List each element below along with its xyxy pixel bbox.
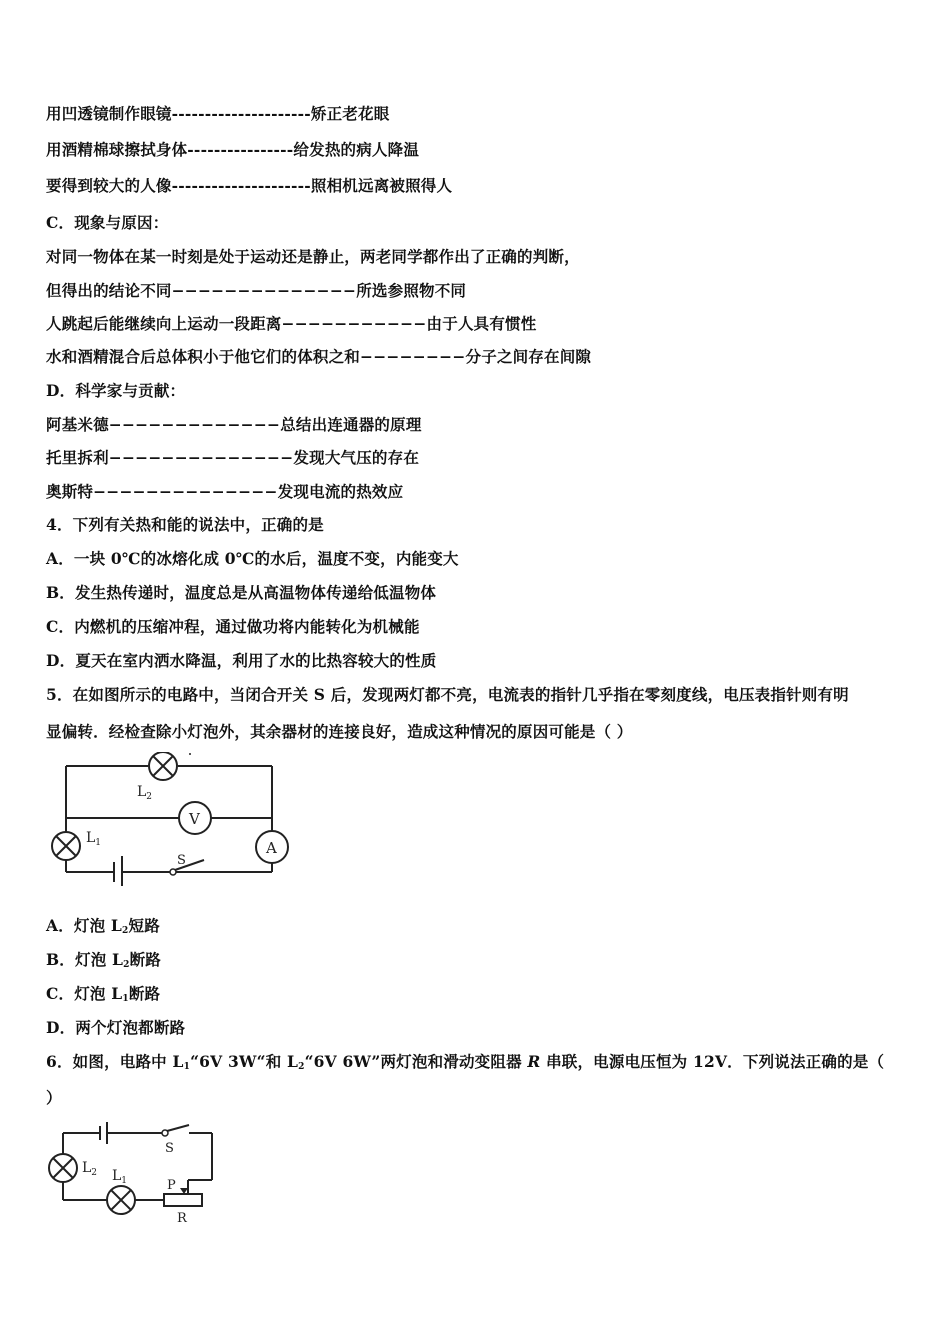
label-r: R xyxy=(177,1211,187,1226)
q5-option-a: A．灯泡 $L_2$短路 xyxy=(46,916,160,936)
question-5-stem-line1: 5．在如图所示的电路中，当闭合开关 S 后，发现两灯都不亮，电流表的指针几乎指在零刻度线，电压表指针则有明 xyxy=(46,685,849,704)
label-l2: $L_2$ xyxy=(137,784,153,802)
battery-icon xyxy=(114,856,122,886)
ammeter-icon xyxy=(256,831,288,863)
text-line: 奥斯特−−−−−−−−−−−−−−发现电流的热效应 xyxy=(46,482,404,501)
voltmeter-icon xyxy=(179,802,211,834)
question-6-stem: 6．如图，电路中 $L_1“6V$ 3W“和 $L_2“6V$ 6W”两灯泡和滑动变阻器 R 串联，电源电压恒为 12V．下列说法正确的是（ xyxy=(46,1052,885,1072)
lamp-l2-icon xyxy=(149,752,177,780)
text-line: 托里拆利−−−−−−−−−−−−−−发现大气压的存在 xyxy=(46,448,420,467)
q5-option-b: B．灯泡 $L_2$断路 xyxy=(46,950,161,970)
svg-text:A: A xyxy=(266,839,277,857)
lamp-l2-icon xyxy=(49,1154,77,1182)
question-4-stem: 4．下列有关热和能的说法中，正确的是 xyxy=(46,515,324,534)
label-s: S xyxy=(177,853,186,868)
dot-mark xyxy=(189,753,191,755)
question-5-stem-line2: 显偏转．经检查除小灯泡外，其余器材的连接良好，造成这种情况的原因可能是（ ） xyxy=(46,722,633,741)
label-l1: $L_1$ xyxy=(112,1168,128,1186)
q4-option-c: C．内燃机的压缩冲程，通过做功将内能转化为机械能 xyxy=(46,617,420,636)
label-l2: $L_2$ xyxy=(82,1160,98,1178)
battery-icon xyxy=(100,1122,107,1144)
q4-option-b: B．发生热传递时，温度总是从高温物体传递给低温物体 xyxy=(46,583,437,602)
q5-option-d: D．两个灯泡都断路 xyxy=(46,1018,186,1037)
text-line: 对同一物体在某一时刻是处于运动还是静止，两老同学都作出了正确的判断， xyxy=(46,247,580,266)
section-heading: D．科学家与贡献： xyxy=(46,381,186,400)
q4-option-a: A．一块 0℃的冰熔化成 0℃的水后，温度不变，内能变大 xyxy=(46,549,459,568)
switch-icon xyxy=(162,1125,189,1136)
label-p: P xyxy=(167,1178,176,1193)
svg-text:V: V xyxy=(189,810,200,828)
q5-circuit-diagram xyxy=(44,752,304,887)
q4-option-d: D．夏天在室内洒水降温，利用了水的比热容较大的性质 xyxy=(46,651,437,670)
label-l1: $L_1$ xyxy=(86,830,102,848)
label-s: S xyxy=(165,1141,174,1156)
text-line: 用凹透镜制作眼镜---------------------矫正老花眼 xyxy=(46,104,390,123)
text-line: 但得出的结论不同−−−−−−−−−−−−−−所选参照物不同 xyxy=(46,281,467,300)
text-line: 人跳起后能继续向上运动一段距离−−−−−−−−−−−由于人具有惯性 xyxy=(46,314,537,333)
text-line: 水和酒精混合后总体积小于他它们的体积之和−−−−−−−−分子之间存在间隙 xyxy=(46,347,592,366)
text-line: 用酒精棉球擦拭身体----------------给发热的病人降温 xyxy=(46,140,420,159)
q5-option-c: C．灯泡 $L_1$断路 xyxy=(46,984,161,1004)
section-heading: C．现象与原因： xyxy=(46,213,169,232)
lamp-l1-icon xyxy=(107,1186,135,1214)
text-line: 要得到较大的人像---------------------照相机远离被照得人 xyxy=(46,176,453,195)
q6-circuit-diagram xyxy=(44,1118,224,1230)
lamp-l1-icon xyxy=(52,832,80,860)
question-6-stem-close: ） xyxy=(46,1088,62,1107)
text-line: 阿基米德−−−−−−−−−−−−−总结出连通器的原理 xyxy=(46,415,422,434)
